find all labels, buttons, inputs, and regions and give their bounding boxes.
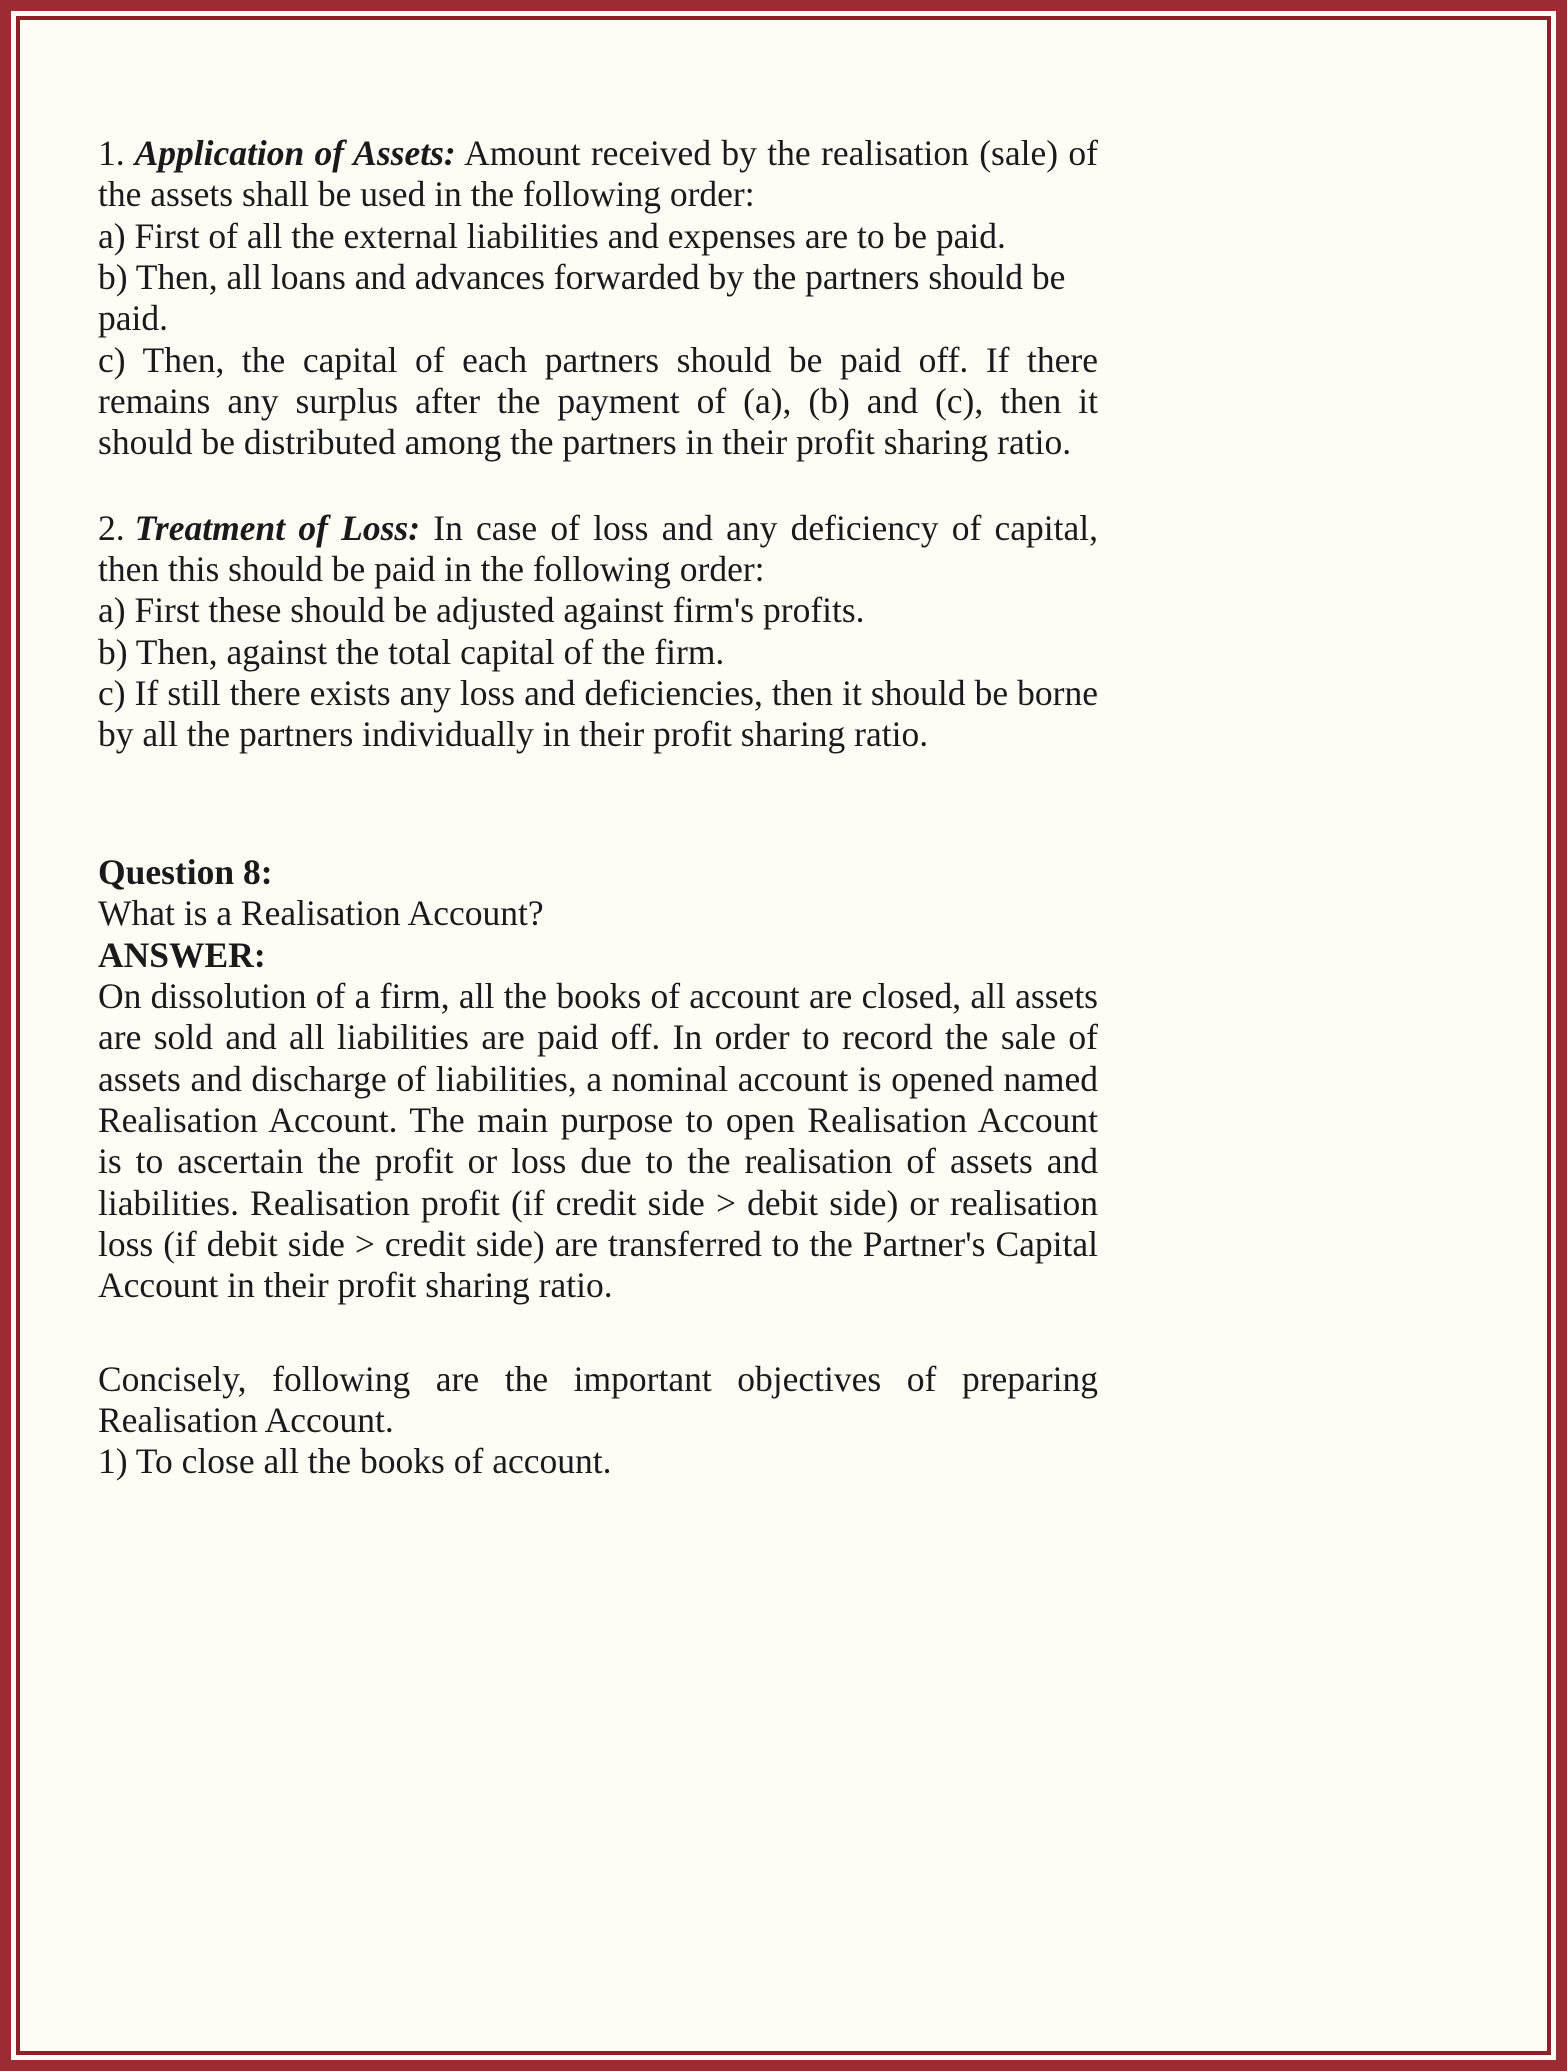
objectives-intro: Concisely, following are the important objectives of preparing Realisation Account.: [98, 1358, 1098, 1440]
section2-lead-title: Treatment of Loss:: [134, 507, 421, 548]
section1-intro-text: Amount received by the realisation (sale) of the assets shall be used in the following order:: [98, 133, 1098, 215]
section2-point-c: c) If still there exists any loss and deficiencies, then it should be borne by all the partners individually in their profit sharing ratio.: [98, 673, 1098, 755]
section1-point-c: c) Then, the capital of each partners should be paid off. If there remains any surplus after the payment of (a), (b) and (c), then it should be distributed among the partners in their profit sharing ratio.: [98, 339, 1098, 463]
section1-point-b: b) Then, all loans and advances forwarded by the partners should be paid.: [98, 257, 1066, 339]
section2-intro-paragraph: [98, 508, 1098, 591]
question-prompt: What is a Realisation Account?: [98, 893, 544, 934]
section-application-of-assets: [98, 133, 1098, 464]
section1-point-a: a) First of all the external liabilities and expenses are to be paid.: [98, 215, 1006, 256]
document-body: [98, 133, 1098, 1483]
question-block: [98, 852, 1098, 1483]
section2-number: 2.: [98, 507, 125, 548]
section1-intro-paragraph: [98, 133, 1098, 216]
section2-point-b: b) Then, against the total capital of the firm.: [98, 631, 725, 672]
answer-paragraph: On dissolution of a firm, all the books of account are closed, all assets are sold and all liabilities are paid off. In order to record the sale of assets and discharge of liabilities, a nominal account is opened named Realisation Account. The main purpose to open Realisation Account is to ascertain the profit or loss due to the realisation of assets and liabilities. Realisation profit (if credit side > debit side) or realisation loss (if debit side > credit side) are transferred to the Partner's Capital Account in their profit sharing ratio.: [98, 975, 1098, 1306]
section2-point-a: a) First these should be adjusted against firm's profits.: [98, 590, 865, 631]
spacer-before-objectives: [98, 1307, 1098, 1359]
spacer-before-question: [98, 756, 1098, 852]
section1-number: 1.: [98, 133, 125, 173]
spacer-after-section1: [98, 464, 1098, 508]
answer-label: ANSWER:: [98, 934, 266, 975]
question-heading: Question 8:: [98, 851, 273, 892]
objective-item-1: 1) To close all the books of account.: [98, 1441, 612, 1482]
section1-lead-title: Application of Assets:: [134, 133, 456, 173]
page-paper: [20, 20, 1547, 2051]
section-treatment-of-loss: [98, 508, 1098, 756]
section2-intro-text: In case of loss and any deficiency of capital, then this should be paid in the following order:: [98, 507, 1098, 590]
